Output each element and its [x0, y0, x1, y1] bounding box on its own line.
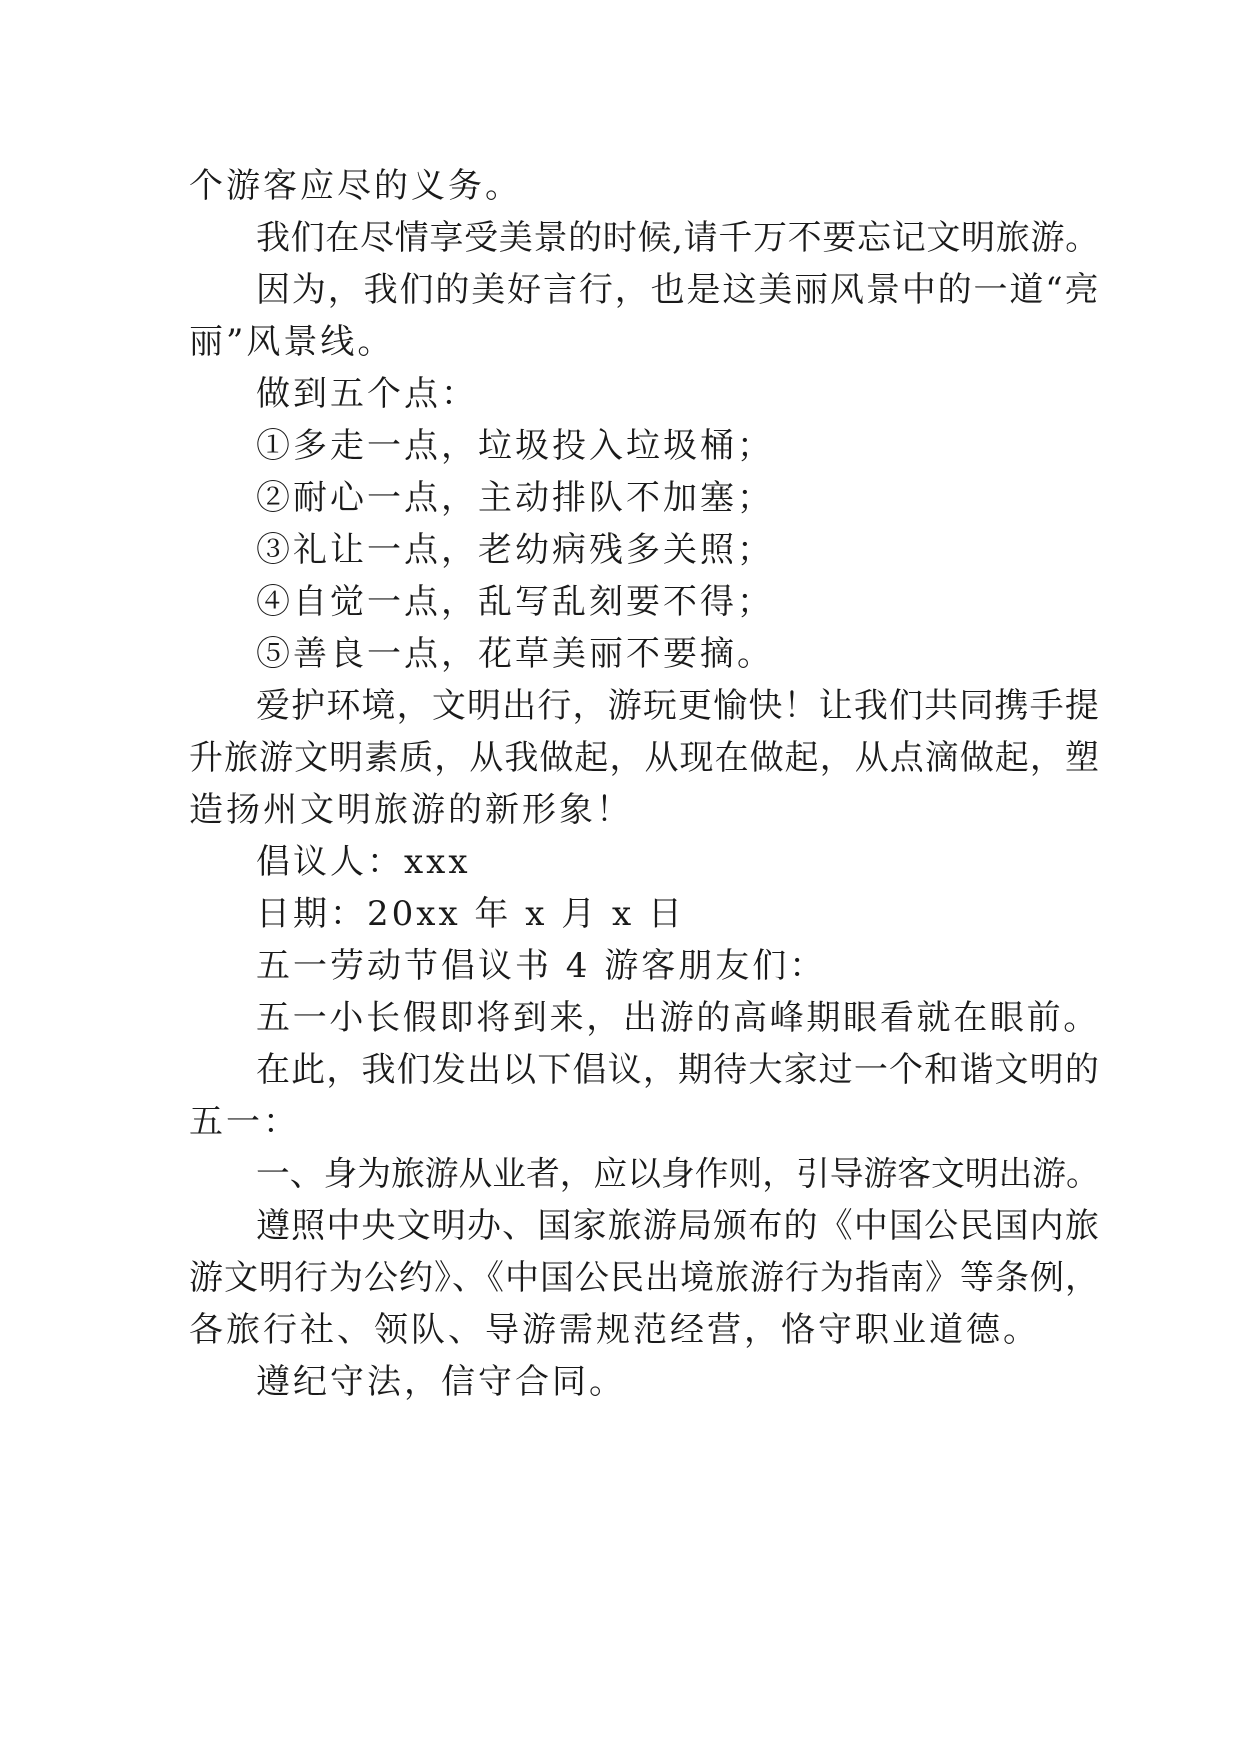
text-line: ⑤善良一点，花草美丽不要摘。	[256, 634, 774, 674]
text-line: 因为，我们的美好言行，也是这美丽风景中的一道“亮	[256, 270, 1101, 310]
text-line: 遵纪守法，信守合同。	[256, 1362, 626, 1402]
text-line: 做到五个点：	[256, 374, 478, 414]
text-line: ②耐心一点，主动排队不加塞；	[256, 478, 774, 518]
text-line: ④自觉一点，乱写乱刻要不得；	[256, 582, 774, 622]
text-line: 升旅游文明素质，从我做起，从现在做起，从点滴做起，塑	[189, 738, 1100, 778]
text-line: 个游客应尽的义务。	[189, 166, 522, 206]
text-line: 遵照中央文明办、国家旅游局颁布的《中国公民国内旅	[256, 1206, 1100, 1246]
text-line: 五一劳动节倡议书 4 游客朋友们：	[256, 946, 827, 986]
text-line: 倡议人：xxx	[256, 842, 471, 882]
text-line: 五一：	[189, 1102, 300, 1142]
text-line: 在此，我们发出以下倡议，期待大家过一个和谐文明的	[256, 1050, 1100, 1090]
text-line: ③礼让一点，老幼病残多关照；	[256, 530, 774, 570]
text-line: 造扬州文明旅游的新形象！	[189, 790, 633, 830]
text-line: 一、身为旅游从业者，应以身作则，引导游客文明出游。	[256, 1154, 1100, 1193]
text-line: 各旅行社、领队、导游需规范经营，恪守职业道德。	[189, 1310, 1040, 1350]
text-line: 爱护环境，文明出行，游玩更愉快！让我们共同携手提	[256, 686, 1100, 726]
text-line: 丽”风景线。	[189, 322, 395, 362]
text-line: ①多走一点，垃圾投入垃圾桶；	[256, 426, 774, 466]
text-line: 我们在尽情享受美景的时候,请千万不要忘记文明旅游。	[256, 218, 1100, 258]
text-line: 五一小长假即将到来，出游的高峰期眼看就在眼前。	[256, 998, 1100, 1038]
text-line: 日期：20xx 年 x 月 x 日	[256, 894, 686, 934]
text-line: 游文明行为公约》、《中国公民出境旅游行为指南》等条例，	[189, 1258, 1100, 1298]
